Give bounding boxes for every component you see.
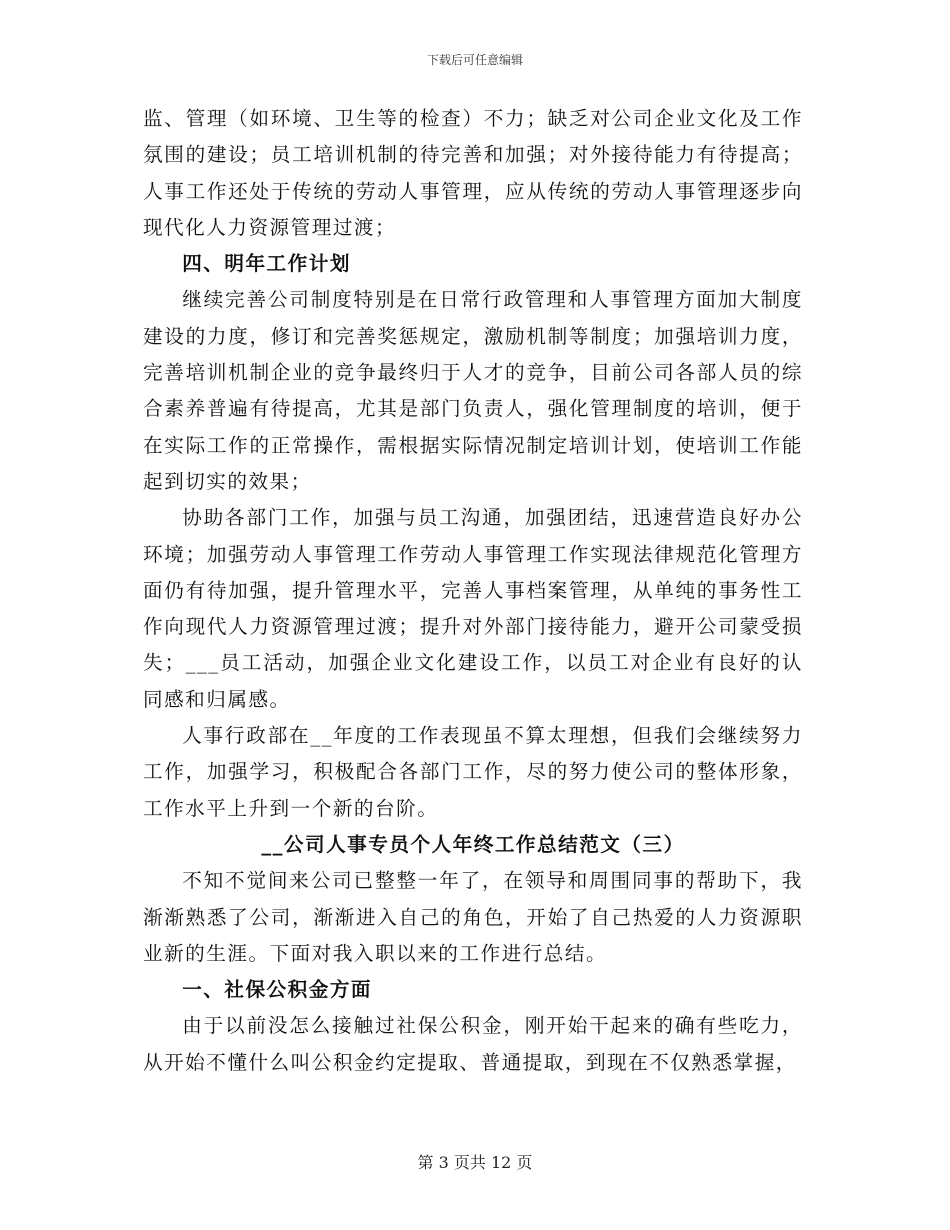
document-body [143, 101, 803, 1081]
section-heading-next-year-plan: 四、明年工作计划 [182, 252, 351, 276]
paragraph-continuation: 监、管理（如环境、卫生等的检查）不力；缺乏对公司企业文化及工作氛围的建设；员工培训机制的待完善和加强；对外接待能力有待提高；人事工作还处于传统的劳动人事管理，应从传统的劳动人事管理逐步向现代化人力资源管理过渡； [143, 107, 803, 239]
paragraph-social-security: 由于以前没怎么接触过社保公积金，刚开始干起来的确有些吃力，从开始不懂什么叫公积金约定提取、普通提取，到现在不仅熟悉掌握， [143, 1014, 803, 1074]
page-header: 下载后可任意编辑 [426, 53, 523, 67]
page-number: 第 3 页共 12 页 [417, 1153, 533, 1172]
article-title: __公司人事专员个人年终工作总结范文（三） [261, 832, 685, 856]
paragraph-plan-coordination: 协助各部门工作，加强与员工沟通，加强团结，迅速营造良好办公环境；加强劳动人事管理工作劳动人事管理工作实现法律规范化管理方面仍有待加强，提升管理水平，完善人事档案管理，从单纯的事务性工作向现代人力资源管理过渡；提升对外部门接待能力，避开公司蒙受损失；___员工活动，加强企业文化建设工作，以员工对企业有良好的认同感和归属感。 [143, 506, 803, 711]
section-heading-social-security: 一、社保公积金方面 [182, 978, 373, 1002]
paragraph-intro: 不知不觉间来公司已整整一年了，在领导和周围同事的帮助下，我渐渐熟悉了公司，渐渐进入自己的角色，开始了自己热爱的人力资源职业新的生涯。下面对我入职以来的工作进行总结。 [143, 869, 803, 965]
paragraph-plan-system: 继续完善公司制度特别是在日常行政管理和人事管理方面加大制度建设的力度，修订和完善奖惩规定，激励机制等制度；加强培训力度，完善培训机制企业的竞争最终归于人才的竞争，目前公司各部人员的综合素养普遍有待提高，尤其是部门负责人，强化管理制度的培训，便于在实际工作的正常操作，需根据实际情况制定培训计划，使培训工作能起到切实的效果； [143, 288, 803, 493]
paragraph-plan-conclusion: 人事行政部在__年度的工作表现虽不算太理想，但我们会继续努力工作，加强学习，积极配合各部门工作，尽的努力使公司的整体形象，工作水平上升到一个新的台阶。 [143, 724, 803, 820]
